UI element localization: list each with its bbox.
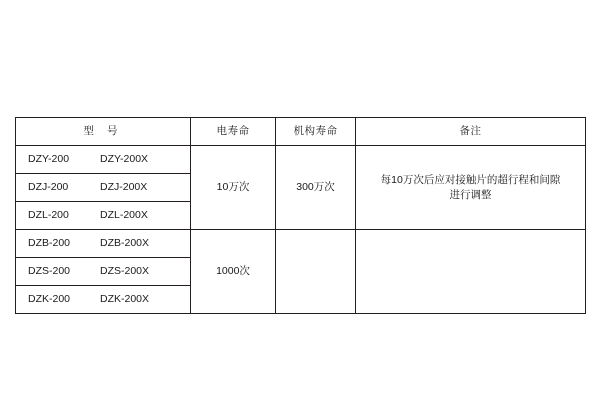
model-code-variant: DZB-200X: [100, 237, 150, 250]
model-cell: [16, 258, 191, 286]
model-cell: [16, 202, 191, 230]
electrical-life-group-2: 1000次: [191, 230, 276, 314]
mechanical-life-value: 300万次: [276, 146, 356, 230]
model-cell: [16, 286, 191, 314]
remarks-line-1: 每10万次后应对接触片的超行程和间隙: [380, 174, 561, 187]
model-code-variant: DZJ-200X: [100, 181, 148, 194]
remarks-line-2: 进行调整: [449, 188, 492, 201]
column-header-remarks: 备注: [356, 118, 586, 146]
model-cell: [16, 230, 191, 258]
electrical-life-group-1: 10万次: [191, 146, 276, 230]
column-header-model: 型 号: [16, 118, 191, 146]
model-code-variant: DZK-200X: [100, 293, 150, 306]
model-code-primary: DZL-200: [28, 209, 69, 222]
model-cell: [16, 174, 191, 202]
column-header-electrical-life: 电寿命: [191, 118, 276, 146]
model-code-variant: DZS-200X: [100, 265, 150, 278]
remarks-cell: [356, 146, 586, 230]
table-row: [16, 230, 586, 258]
table-header-row: [16, 118, 586, 146]
remarks-empty: [356, 230, 586, 314]
mechanical-life-empty: [276, 230, 356, 314]
specification-table: [15, 117, 586, 314]
column-header-mechanical-life: 机构寿命: [276, 118, 356, 146]
model-code-variant: DZL-200X: [100, 209, 148, 222]
model-code-primary: DZB-200: [28, 237, 71, 250]
model-code-primary: DZY-200: [28, 153, 70, 166]
table-row: [16, 146, 586, 174]
model-code-primary: DZK-200: [28, 293, 71, 306]
model-cell: [16, 146, 191, 174]
model-code-primary: DZJ-200: [28, 181, 69, 194]
model-code-primary: DZS-200: [28, 265, 71, 278]
model-code-variant: DZY-200X: [100, 153, 149, 166]
